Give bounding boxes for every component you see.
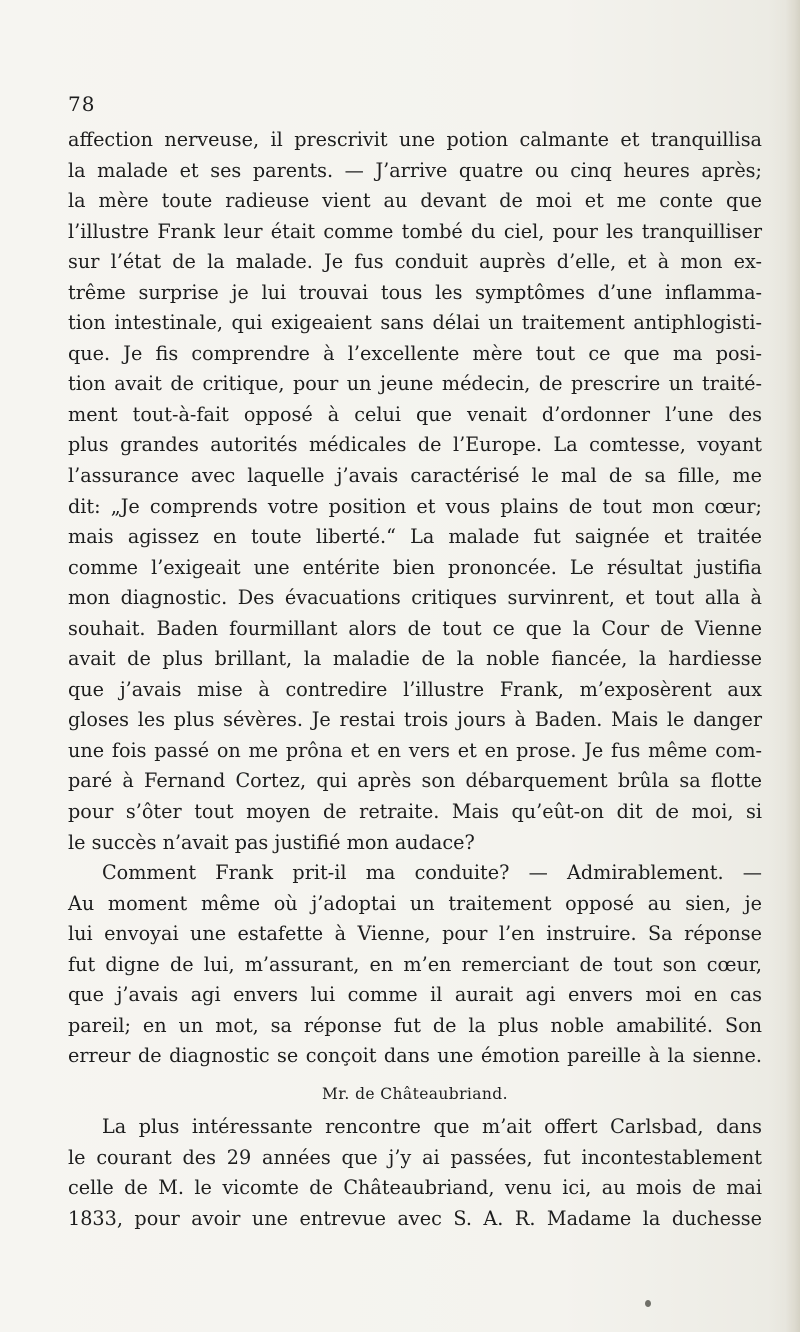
body-text: [68, 125, 762, 1234]
text-line: paré à Fernand Cortez, qui après son débarquement brûla sa flotte: [68, 769, 762, 793]
text-line: 1833, pour avoir une entrevue avec S. A. R. Madame la duchesse: [68, 1206, 762, 1230]
text-line: fut digne de lui, m’assurant, en m’en remerciant de tout son cœur,: [68, 952, 762, 976]
text-line: sur l’état de la malade. Je fus conduit auprès d’elle, et à mon ex-: [68, 250, 762, 274]
text-line: la malade et ses parents. — J’arrive quatre ou cinq heures après;: [68, 158, 762, 182]
text-line: tion intestinale, qui exigeaient sans délai un traitement antiphlogisti-: [68, 311, 762, 335]
section-heading: Mr. de Châteaubriand.: [322, 1084, 508, 1103]
text-line: plus grandes autorités médicales de l’Europe. La comtesse, voyant: [68, 433, 762, 457]
text-line: Comment Frank prit-il ma conduite? — Admirablement. —: [102, 861, 762, 885]
page-edge-shadow: [786, 0, 800, 1332]
text-line: mon diagnostic. Des évacuations critiques survinrent, et tout alla à: [68, 586, 762, 610]
text-line: que j’avais agi envers lui comme il aurait agi envers moi en cas: [68, 983, 762, 1007]
text-line: le courant des 29 années que j’y ai passées, fut incontestablement: [68, 1145, 762, 1169]
text-line: gloses les plus sévères. Je restai trois jours à Baden. Mais le danger: [68, 708, 762, 732]
text-line: dit: „Je comprends votre position et vous plains de tout mon cœur;: [68, 494, 762, 518]
text-line: la mère toute radieuse vient au devant de moi et me conte que: [68, 189, 762, 213]
text-line: affection nerveuse, il prescrivit une potion calmante et tranquillisa: [68, 128, 762, 151]
text-line: l’assurance avec laquelle j’avais caractérisé le mal de sa fille, me: [68, 464, 762, 488]
page-number: 78: [68, 92, 96, 116]
text-line: comme l’exigeait une entérite bien prononcée. Le résultat justifia: [68, 555, 762, 579]
text-line: que j’avais mise à contredire l’illustre Frank, m’exposèrent aux: [68, 677, 762, 701]
text-line: pour s’ôter tout moyen de retraite. Mais qu’eût-on dit de moi, si: [68, 800, 762, 824]
text-line: mais agissez en toute liberté.“ La malade fut saignée et traitée: [68, 525, 762, 549]
text-line: La plus intéressante rencontre que m’ait offert Carlsbad, dans: [102, 1114, 762, 1138]
text-line: le succès n’avait pas justifié mon audace?: [68, 830, 475, 854]
text-line: pareil; en un mot, sa réponse fut de la plus noble amabilité. Son: [68, 1013, 762, 1037]
text-line: que. Je fis comprendre à l’excellente mère tout ce que ma posi-: [68, 341, 762, 365]
text-line: tion avait de critique, pour un jeune médecin, de prescrire un traité-: [68, 372, 762, 396]
ink-speck: [645, 1300, 651, 1307]
text-line: trême surprise je lui trouvai tous les symptômes d’une inflamma-: [68, 280, 762, 304]
text-line: erreur de diagnostic se conçoit dans une émotion pareille à la sienne.: [68, 1044, 762, 1068]
text-line: Au moment même où j’adoptai un traitement opposé au sien, je: [68, 891, 762, 915]
text-line: celle de M. le vicomte de Châteaubriand, venu ici, au mois de mai: [68, 1176, 762, 1200]
text-line: avait de plus brillant, la maladie de la noble fiancée, la hardiesse: [68, 647, 762, 671]
paragraph-frank-reply: [68, 858, 762, 1072]
text-line: ment tout-à-fait opposé à celui que venait d’ordonner l’une des: [68, 402, 762, 426]
paragraph-chateaubriand: [68, 1112, 762, 1234]
paragraph-frank-diagnosis: [68, 125, 762, 858]
text-line: souhait. Baden fourmillant alors de tout ce que la Cour de Vienne: [68, 616, 762, 640]
text-line: une fois passé on me prôna et en vers et en prose. Je fus même com-: [68, 738, 762, 762]
text-line: l’illustre Frank leur était comme tombé du ciel, pour les tranquilliser: [68, 219, 762, 243]
text-line: lui envoyai une estafette à Vienne, pour l’en instruire. Sa réponse: [68, 922, 762, 946]
